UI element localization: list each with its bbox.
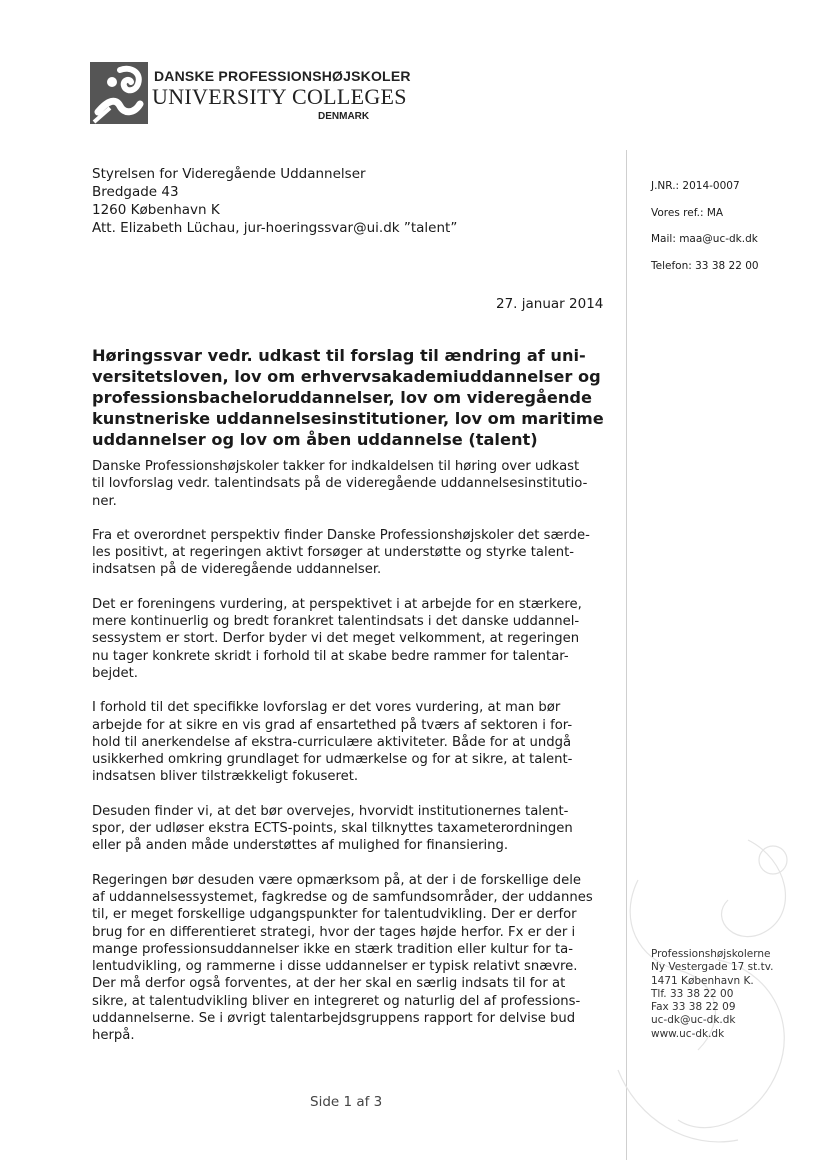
body-line: Regeringen bør desuden være opmærksom på, at der i de forskellige dele <box>92 872 582 888</box>
address-line: 1471 København K. <box>651 974 754 987</box>
body-line: Desuden finder vi, at det bør overvejes, hvorvidt institutionernes talent- <box>92 803 569 819</box>
page-number: Side 1 af 3 <box>310 1094 383 1110</box>
address-line: uc-dk@uc-dk.dk <box>651 1014 736 1027</box>
body-line: sessystem er stort. Derfor byder vi det meget velkomment, at regeringen <box>92 631 580 647</box>
body-line: indsatsen bliver tilstrækkeligt fokuseret. <box>92 769 359 785</box>
body-line: bejdet. <box>92 665 138 681</box>
contact-phone: Telefon: 33 38 22 00 <box>651 259 759 272</box>
body-line: I forhold til det specifikke lovforslag er det vores vurdering, at man bør <box>92 700 561 716</box>
body-paragraph <box>92 527 622 579</box>
recipient-line: Bredgade 43 <box>92 184 179 200</box>
address-line: Professionshøjskolerne <box>651 948 771 960</box>
body-line: sikre, at talentudvikling bliver en integreret og naturlig del af professions- <box>92 993 581 1009</box>
subject-line: kunstneriske uddannelsesinstitutioner, lov om maritime <box>92 409 604 428</box>
logo-title-danish: DANSKE PROFESSIONSHØJSKOLER <box>154 68 411 84</box>
letter-date: 27. januar 2014 <box>496 296 604 312</box>
subject-line: versitetsloven, lov om erhvervsakademiuddannelser og <box>92 367 601 386</box>
journal-number: J.NR.: 2014-0007 <box>651 180 740 192</box>
logo-subtitle-country: DENMARK <box>318 111 370 122</box>
body-paragraph <box>92 458 622 510</box>
body-line: til, er meget forskellige udgangspunkter for talentudvikling. Der er derfor <box>92 907 577 923</box>
body-line: Danske Professionshøjskoler takker for indkaldelsen til høring over udkast <box>92 459 580 474</box>
body-line: uddannelserne. Se i øvrigt talentarbejdsgruppens rapport for delvise bud <box>92 1011 576 1027</box>
body-paragraph <box>92 803 622 855</box>
recipient-line: Att. Elizabeth Lüchau, jur-hoeringssvar@ui.dk ”talent” <box>92 220 458 236</box>
body-line: af uddannelsessystemet, fagkredse og de samfundsområder, der uddannes <box>92 889 593 905</box>
address-line: Fax 33 38 22 09 <box>651 1001 736 1014</box>
subject-line: professionsbacheloruddannelser, lov om videregående <box>92 388 592 407</box>
body-line: mere kontinuerlig og bredt forankret talentindsats i det danske uddannel- <box>92 614 580 630</box>
body-line: eller på anden måde understøttes af mulighed for finansiering. <box>92 838 509 854</box>
body-paragraph <box>92 872 622 1045</box>
letter-body <box>92 458 622 1062</box>
subject-line: uddannelser og lov om åben uddannelse (talent) <box>92 430 538 449</box>
body-line: herpå. <box>92 1028 135 1044</box>
our-reference: Vores ref.: MA <box>651 206 724 219</box>
recipient-line: Styrelsen for Videregående Uddannelser <box>92 166 366 182</box>
body-line: les positivt, at regeringen aktivt forsøger at understøtte og styrke talent- <box>92 545 575 561</box>
letter-subject <box>92 345 602 450</box>
body-line: nu tager konkrete skridt i forhold til at skabe bedre rammer for talentar- <box>92 648 569 664</box>
organization-logo <box>90 62 411 132</box>
contact-mail: Mail: maa@uc-dk.dk <box>651 233 758 245</box>
reference-info <box>651 180 759 286</box>
body-line: til lovforslag vedr. talentindsats på de videregående uddannelsesinstitutio- <box>92 476 588 492</box>
body-line: hold til anerkendelse af ekstra-curriculære aktiviteter. Både for at undgå <box>92 734 572 750</box>
logo-title-english: UNIVERSITY COLLEGES <box>152 84 407 109</box>
body-line: spor, der udløser ekstra ECTS-points, skal tilknyttes taxameterordningen <box>92 821 573 837</box>
body-line: Det er foreningens vurdering, at perspektivet i at arbejde for en stærkere, <box>92 596 582 612</box>
footer-address <box>651 948 773 1041</box>
address-line: Ny Vestergade 17 st.tv. <box>651 961 774 974</box>
address-line: www.uc-dk.dk <box>651 1027 725 1040</box>
university-colleges-logo-mark-icon <box>90 62 148 124</box>
body-line: brug for en differentieret strategi, hvor der tages højde herfor. Fx er der i <box>92 924 576 940</box>
body-line: arbejde for at sikre en vis grad af ensartethed på tværs af sektoren i for- <box>92 717 573 733</box>
subject-line: Høringssvar vedr. udkast til forslag til ændring af uni- <box>92 346 586 365</box>
body-line: usikkerhed omkring grundlaget for udmærkelse og for at sikre, at talent- <box>92 752 573 768</box>
body-paragraph <box>92 596 622 682</box>
body-line: mange professionsuddannelser ikke en stærk tradition eller kultur for ta- <box>92 941 574 957</box>
body-line: lentudvikling, og rammerne i disse uddannelser er typisk relativt snævre. <box>92 959 578 975</box>
recipient-line: 1260 København K <box>92 202 220 218</box>
body-line: ner. <box>92 493 117 509</box>
body-line: Fra et overordnet perspektiv finder Danske Professionshøjskoler det særde- <box>92 527 590 543</box>
body-line: Der må derfor også forventes, at der her skal en særlig indsats til for at <box>92 976 566 992</box>
body-line: indsatsen på de videregående uddannelser. <box>92 562 382 578</box>
address-line: Tlf. 33 38 22 00 <box>651 987 734 1000</box>
recipient-address <box>92 165 457 237</box>
body-paragraph <box>92 699 622 785</box>
